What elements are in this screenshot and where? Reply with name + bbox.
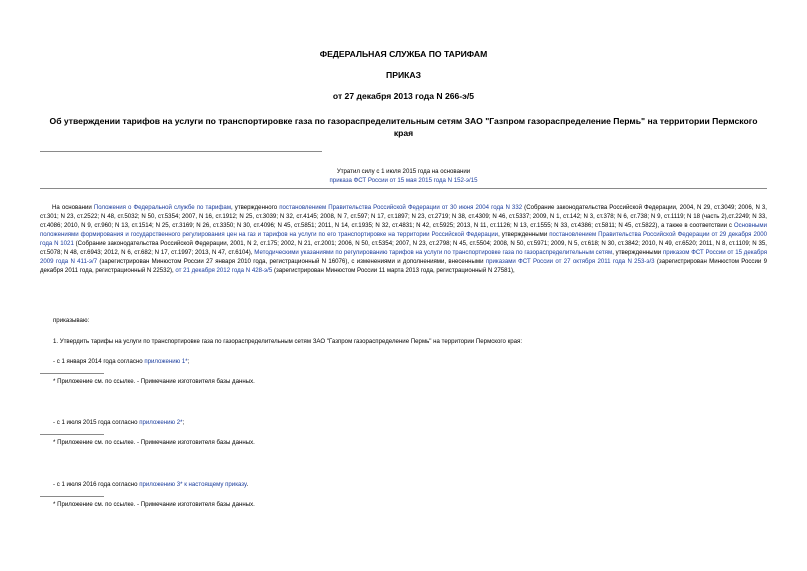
status-note — [0, 167, 807, 185]
footnote-divider — [40, 496, 104, 497]
document-date-number: от 27 декабря 2013 года N 266-э/5 — [332, 91, 475, 101]
subitem-2015 — [53, 418, 184, 427]
link-order-411[interactable]: приказом ФСТ России от 15 декабря 2009 года N 411-э/7 — [40, 249, 768, 265]
orders-text: приказываю: — [53, 317, 90, 324]
agency-name: ФЕДЕРАЛЬНАЯ СЛУЖБА ПО ТАРИФАМ — [319, 49, 488, 59]
divider-short — [40, 151, 322, 152]
link-regulation-fst[interactable]: Положения о Федеральной службе по тарифам — [93, 204, 232, 211]
divider-long — [40, 188, 767, 189]
link-basic-provisions[interactable]: Основными положениями формирования и государственного регулирования цен на газ и тарифов на услуги по его транспортировке на территории Российской Федерации — [40, 222, 767, 238]
preamble-paragraph — [40, 203, 767, 275]
link-order-428[interactable]: от 21 декабря 2012 года N 428-э/5 — [175, 267, 273, 274]
preamble-text: (зарегистрирован Минюстом России 27 января 2010 года, регистрационный N 16076), с изменениями и дополнениями, внесенными — [97, 258, 486, 265]
document-type: ПРИКАЗ — [386, 70, 421, 80]
preamble-text: (Собрание законодательства Российской Федерации, 2001, N 2, ст.175; 2002, N 21, ст.2001; 2006, N 50, ст.5354; 2007, N 23, ст.2798; N 45, ст.5504; 2008, N 50, ст.5971; 2009, N 5, ст.618; N 30, ст.3842; 2010, N 49, ст.6520; 2011, N 8, ст.1109; N 35, ст.5078; N 48, ст.6943; 2012, N 6, ст.682; N 17, ст.1997; 2013, N 47, ст.6104), — [40, 240, 767, 256]
footnote-1: * Приложение см. по ссылке. - Примечание изготовителя базы данных. — [53, 378, 255, 385]
footnote-divider — [40, 434, 104, 435]
link-appendix-2[interactable]: приложению 2* — [139, 419, 183, 426]
link-government-resolution-332[interactable]: постановлением Правительства Российской Федерации от 30 июня 2004 года N 332 — [279, 204, 523, 211]
subitem-end: . — [246, 481, 249, 488]
preamble-text: , утвержденными — [498, 231, 550, 238]
subitem-end: ; — [187, 358, 190, 365]
lost-force-text: Утратил силу с 1 июля 2015 года на основании — [336, 168, 471, 175]
preamble-text: , утвержденными — [612, 249, 663, 256]
footnote-2: * Приложение см. по ссылке. - Примечание изготовителя базы данных. — [53, 439, 255, 446]
preamble-text: На основании — [52, 204, 94, 211]
footnote-divider — [40, 373, 104, 374]
lost-force-link[interactable]: приказа ФСТ России от 15 мая 2015 года N 152-э/15 — [329, 177, 478, 184]
document-title: Об утверждении тарифов на услуги по транспортировке газа по газораспределительным сетям ЗАО "Газпром газораспределение Пермь" на территории Пермского края — [49, 116, 758, 138]
preamble-text: , утвержденного — [231, 204, 280, 211]
preamble-text: (зарегистрирован Минюстом России 11 марта 2013 года, регистрационный N 27581), — [272, 267, 515, 274]
preamble-text: (Собрание законодательства Российской Федерации, 2004, N 29, ст.3049; 2006, N 3, ст.301; N 23, ст.2522; N 48, ст.5032; N 50, ст.5354; 2007, N 16, ст.1912; N 25, ст.3039; N 32, ст.4145; 2008, N 7, ст.597; N 17, ст.1897; N 23, ст.2719; N 38, ст.4309; N 46, ст.5337; 2009, N 1, ст.142; N 3, ст.378; N 6, ст.738; N 9, ст.1119; N 18 (часть 2),ст.2249; N 33, ст.4086; 2010, N 9, ст.960; N 13, ст.1514; N 25, ст.3169; N 26, ст.3350; N 30, ст.4096; N 45, ст.5851; 2011, N 14, ст.1935; N 32, ст.4831; N 42, ст.5925; 2013, N 11, ст.1126; N 13, ст.1555; N 33, ст.4386; ст.5811; N 45, ст.5822), а также в соответствии с — [40, 204, 768, 229]
subitem-text: - с 1 января 2014 года согласно — [53, 358, 145, 365]
item-1-text: 1. Утвердить тарифы на услуги по транспортировке газа по газораспределительным сетям ЗАО "Газпром газораспределение Пермь" на территории Пермского края: — [53, 338, 523, 345]
link-order-253[interactable]: приказами ФСТ России от 27 октября 2011 года N 253-э/3 — [485, 258, 655, 265]
subitem-2016 — [53, 480, 248, 489]
link-appendix-1[interactable]: приложению 1* — [144, 358, 188, 365]
link-appendix-3[interactable]: приложению 3* к настоящему приказу — [139, 481, 247, 488]
preamble-text: (зарегистрирован Минюстом России 9 декабря 2011 года, регистрационный N 22532), — [40, 258, 767, 274]
subitem-text: - с 1 июля 2016 года согласно — [53, 481, 140, 488]
subitem-2014 — [53, 357, 189, 366]
link-government-resolution-1021[interactable]: постановлением Правительства Российской Федерации от 29 декабря 2000 года N 1021 — [40, 231, 767, 247]
subitem-text: - с 1 июля 2015 года согласно — [53, 419, 140, 426]
subitem-end: ; — [182, 419, 185, 426]
link-methodical-guidelines[interactable]: Методическими указаниями по регулированию тарифов на услуги по транспортировке газа по газораспределительным сетям — [254, 249, 613, 256]
footnote-3: * Приложение см. по ссылке. - Примечание изготовителя базы данных. — [53, 501, 255, 508]
